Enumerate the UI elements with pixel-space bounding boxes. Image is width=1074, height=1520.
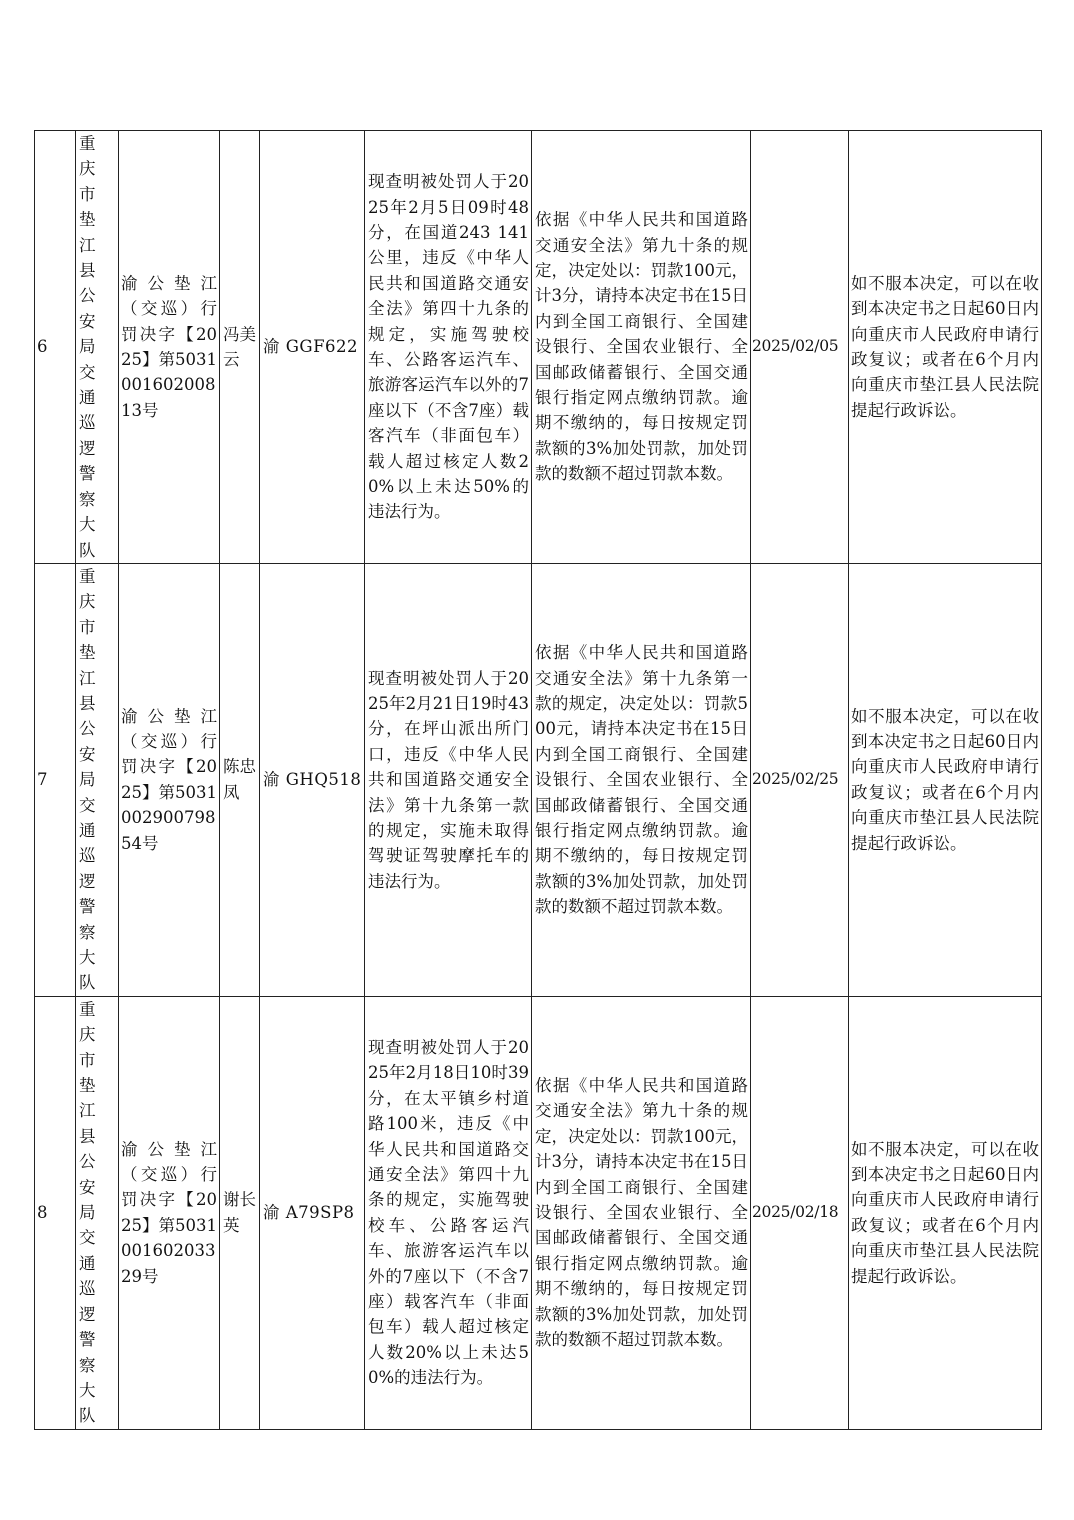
offender-name: 陈忠凤 bbox=[220, 563, 260, 996]
row-number: 7 bbox=[35, 563, 76, 996]
violation-facts: 现查明被处罚人于2025年2月5日09时48分，在国道243 141公里，违反《中华人民共和国道路交通安全法》第四十九条的规定，实施驾驶校车、公路客运汽车、旅游客运汽车以外的7座以下（不含7座）载客汽车（非面包车）载人超过核定人数20%以上未达50%的违法行为。 bbox=[365, 131, 532, 564]
penalty-table-page bbox=[34, 130, 1041, 1430]
decision-number: 渝公垫江（交巡）行罚决字【2025】第503100290079854号 bbox=[119, 563, 220, 996]
table-row bbox=[35, 996, 1042, 1429]
remedy-notice: 如不服本决定，可以在收到本决定书之日起60日内向重庆市人民政府申请行政复议；或者在6个月内向重庆市垫江县人民法院提起行政诉讼。 bbox=[849, 563, 1042, 996]
license-plate: 渝 GGF622 bbox=[260, 131, 365, 564]
license-plate: 渝 GHQ518 bbox=[260, 563, 365, 996]
penalty-table bbox=[34, 130, 1042, 1430]
decision-date: 2025/02/05 bbox=[751, 131, 849, 564]
decision-number: 渝公垫江（交巡）行罚决字【2025】第503100160203329号 bbox=[119, 996, 220, 1429]
penalty-basis: 依据《中华人民共和国道路交通安全法》第九十条的规定，决定处以：罚款100元，计3分，请持本决定书在15日内到全国工商银行、全国建设银行、全国农业银行、全国邮政储蓄银行、全国交通银行指定网点缴纳罚款。逾期不缴纳的，每日按规定罚款额的3%加处罚款，加处罚款的数额不超过罚款本数。 bbox=[532, 996, 751, 1429]
row-number: 8 bbox=[35, 996, 76, 1429]
remedy-notice: 如不服本决定，可以在收到本决定书之日起60日内向重庆市人民政府申请行政复议；或者在6个月内向重庆市垫江县人民法院提起行政诉讼。 bbox=[849, 131, 1042, 564]
offender-name: 谢长英 bbox=[220, 996, 260, 1429]
offender-name: 冯美云 bbox=[220, 131, 260, 564]
decision-number: 渝公垫江（交巡）行罚决字【2025】第503100160200813号 bbox=[119, 131, 220, 564]
row-number: 6 bbox=[35, 131, 76, 564]
penalty-basis: 依据《中华人民共和国道路交通安全法》第九十条的规定，决定处以：罚款100元，计3分，请持本决定书在15日内到全国工商银行、全国建设银行、全国农业银行、全国邮政储蓄银行、全国交通银行指定网点缴纳罚款。逾期不缴纳的，每日按规定罚款额的3%加处罚款，加处罚款的数额不超过罚款本数。 bbox=[532, 131, 751, 564]
decision-date: 2025/02/18 bbox=[751, 996, 849, 1429]
decision-date: 2025/02/25 bbox=[751, 563, 849, 996]
violation-facts: 现查明被处罚人于2025年2月18日10时39分，在太平镇乡村道路100米，违反《中华人民共和国道路交通安全法》第四十九条的规定，实施驾驶校车、公路客运汽车、旅游客运汽车以外的7座以下（不含7座）载客汽车（非面包车）载人超过核定人数20%以上未达50%的违法行为。 bbox=[365, 996, 532, 1429]
issuing-department: 重庆市垫江县公安局交通巡逻警察大队 bbox=[76, 131, 119, 564]
table-row bbox=[35, 131, 1042, 564]
issuing-department: 重庆市垫江县公安局交通巡逻警察大队 bbox=[76, 563, 119, 996]
issuing-department: 重庆市垫江县公安局交通巡逻警察大队 bbox=[76, 996, 119, 1429]
remedy-notice: 如不服本决定，可以在收到本决定书之日起60日内向重庆市人民政府申请行政复议；或者在6个月内向重庆市垫江县人民法院提起行政诉讼。 bbox=[849, 996, 1042, 1429]
license-plate: 渝 A79SP8 bbox=[260, 996, 365, 1429]
table-row bbox=[35, 563, 1042, 996]
violation-facts: 现查明被处罚人于2025年2月21日19时43分，在坪山派出所门口，违反《中华人民共和国道路交通安全法》第十九条第一款的规定，实施未取得驾驶证驾驶摩托车的违法行为。 bbox=[365, 563, 532, 996]
penalty-basis: 依据《中华人民共和国道路交通安全法》第十九条第一款的规定，决定处以：罚款500元，请持本决定书在15日内到全国工商银行、全国建设银行、全国农业银行、全国邮政储蓄银行、全国交通银行指定网点缴纳罚款。逾期不缴纳的，每日按规定罚款额的3%加处罚款，加处罚款的数额不超过罚款本数。 bbox=[532, 563, 751, 996]
